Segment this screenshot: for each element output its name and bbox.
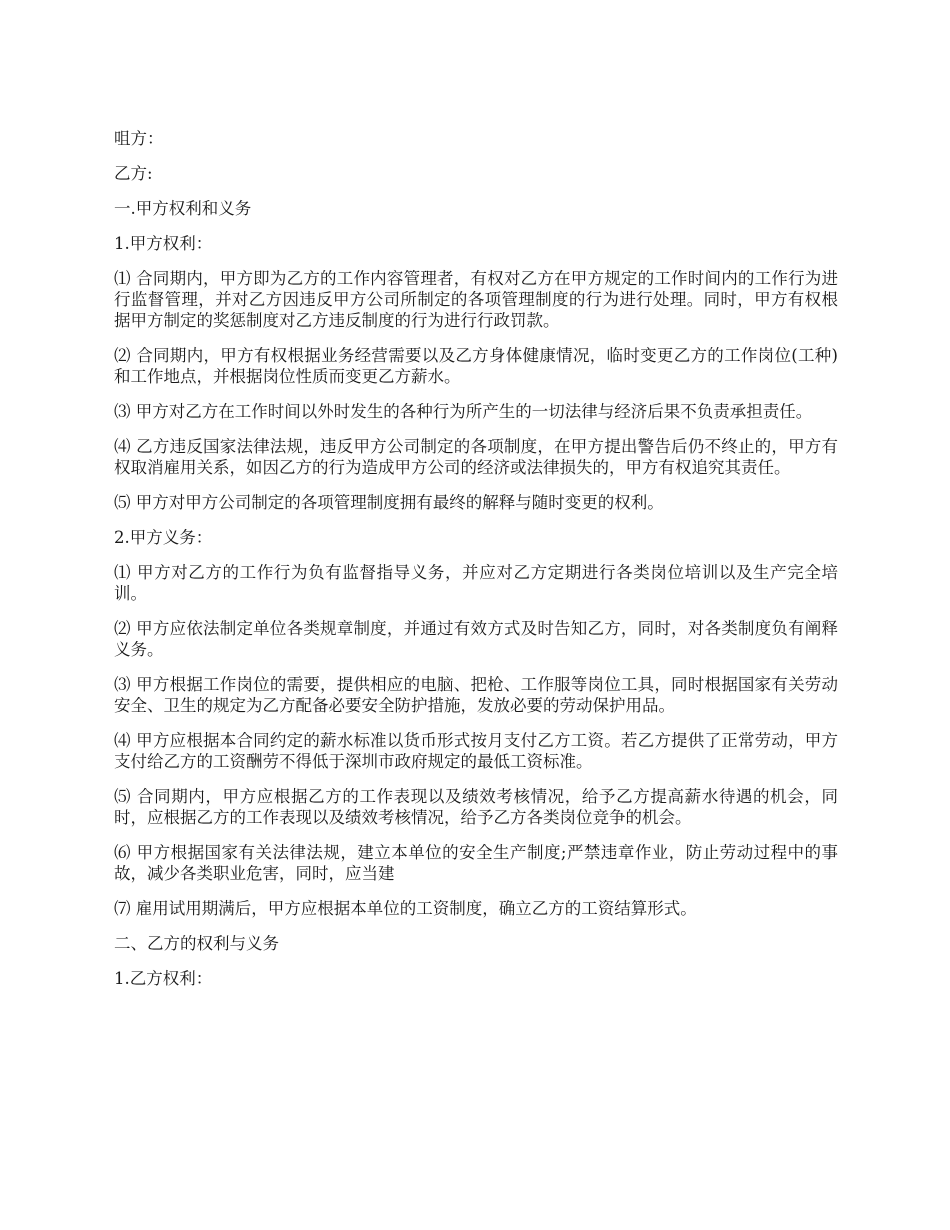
section-heading-party-b-rights-duties: 二、乙方的权利与义务 [114,934,279,953]
subheading-party-b-rights: 1.乙方权利： [114,969,213,988]
section-heading-party-a-rights-duties: 一.甲方权利和义务 [114,199,252,218]
clause-a-rights-5: ⑸ 甲方对甲方公司制定的各项管理制度拥有最终的解释与随时变更的权利。 [114,493,664,512]
clause-a-duties-2: ⑵ 甲方应依法制定单位各类规章制度，并通过有效方式及时告知乙方，同时，对各类制度负有阐释义务。 [114,619,838,659]
clause-a-duties-7: ⑺ 雇用试用期满后，甲方应根据本单位的工资制度，确立乙方的工资结算形式。 [114,899,697,918]
clause-a-duties-6: ⑹ 甲方根据国家有关法律法规，建立本单位的安全生产制度;严禁违章作业，防止劳动过程中的事故，减少各类职业危害，同时，应当建 [114,843,838,883]
party-b-label: 乙方: [114,164,153,183]
document-body [114,128,838,1003]
party-a-label: 咀方： [114,129,164,148]
subheading-party-a-duties: 2.甲方义务： [114,528,213,547]
clause-a-duties-4: ⑷ 甲方应根据本合同约定的薪水标准以货币形式按月支付乙方工资。若乙方提供了正常劳动，甲方支付给乙方的工资酬劳不得低于深圳市政府规定的最低工资标准。 [114,731,838,771]
clause-a-rights-2: ⑵ 合同期内，甲方有权根据业务经营需要以及乙方身体健康情况，临时变更乙方的工作岗位(工种)和工作地点，并根据岗位性质而变更乙方薪水。 [114,346,838,386]
clause-a-rights-1: ⑴ 合同期内，甲方即为乙方的工作内容管理者，有权对乙方在甲方规定的工作时间内的工作行为进行监督管理，并对乙方因违反甲方公司所制定的各项管理制度的行为进行处理。同时，甲方有权根据甲方制定的奖惩制度对乙方违反制度的行为进行行政罚款。 [114,269,838,330]
clause-a-duties-3: ⑶ 甲方根据工作岗位的需要，提供相应的电脑、把枪、工作服等岗位工具，同时根据国家有关劳动安全、卫生的规定为乙方配备必要安全防护措施，发放必要的劳动保护用品。 [114,675,838,715]
clause-a-rights-3: ⑶ 甲方对乙方在工作时间以外时发生的各种行为所产生的一切法律与经济后果不负责承担责任。 [114,402,813,421]
subheading-party-a-rights: 1.甲方权利： [114,234,213,253]
clause-a-duties-1: ⑴ 甲方对乙方的工作行为负有监督指导义务，并应对乙方定期进行各类岗位培训以及生产完全培训。 [114,563,838,603]
clause-a-duties-5: ⑸ 合同期内，甲方应根据乙方的工作表现以及绩效考核情况，给予乙方提高薪水待遇的机会，同时，应根据乙方的工作表现以及绩效考核情况，给予乙方各类岗位竞争的机会。 [114,787,838,827]
clause-a-rights-4: ⑷ 乙方违反国家法律法规，违反甲方公司制定的各项制度，在甲方提出警告后仍不终止的，甲方有权取消雇用关系，如因乙方的行为造成甲方公司的经济或法律损失的，甲方有权追究其责任。 [114,437,838,477]
